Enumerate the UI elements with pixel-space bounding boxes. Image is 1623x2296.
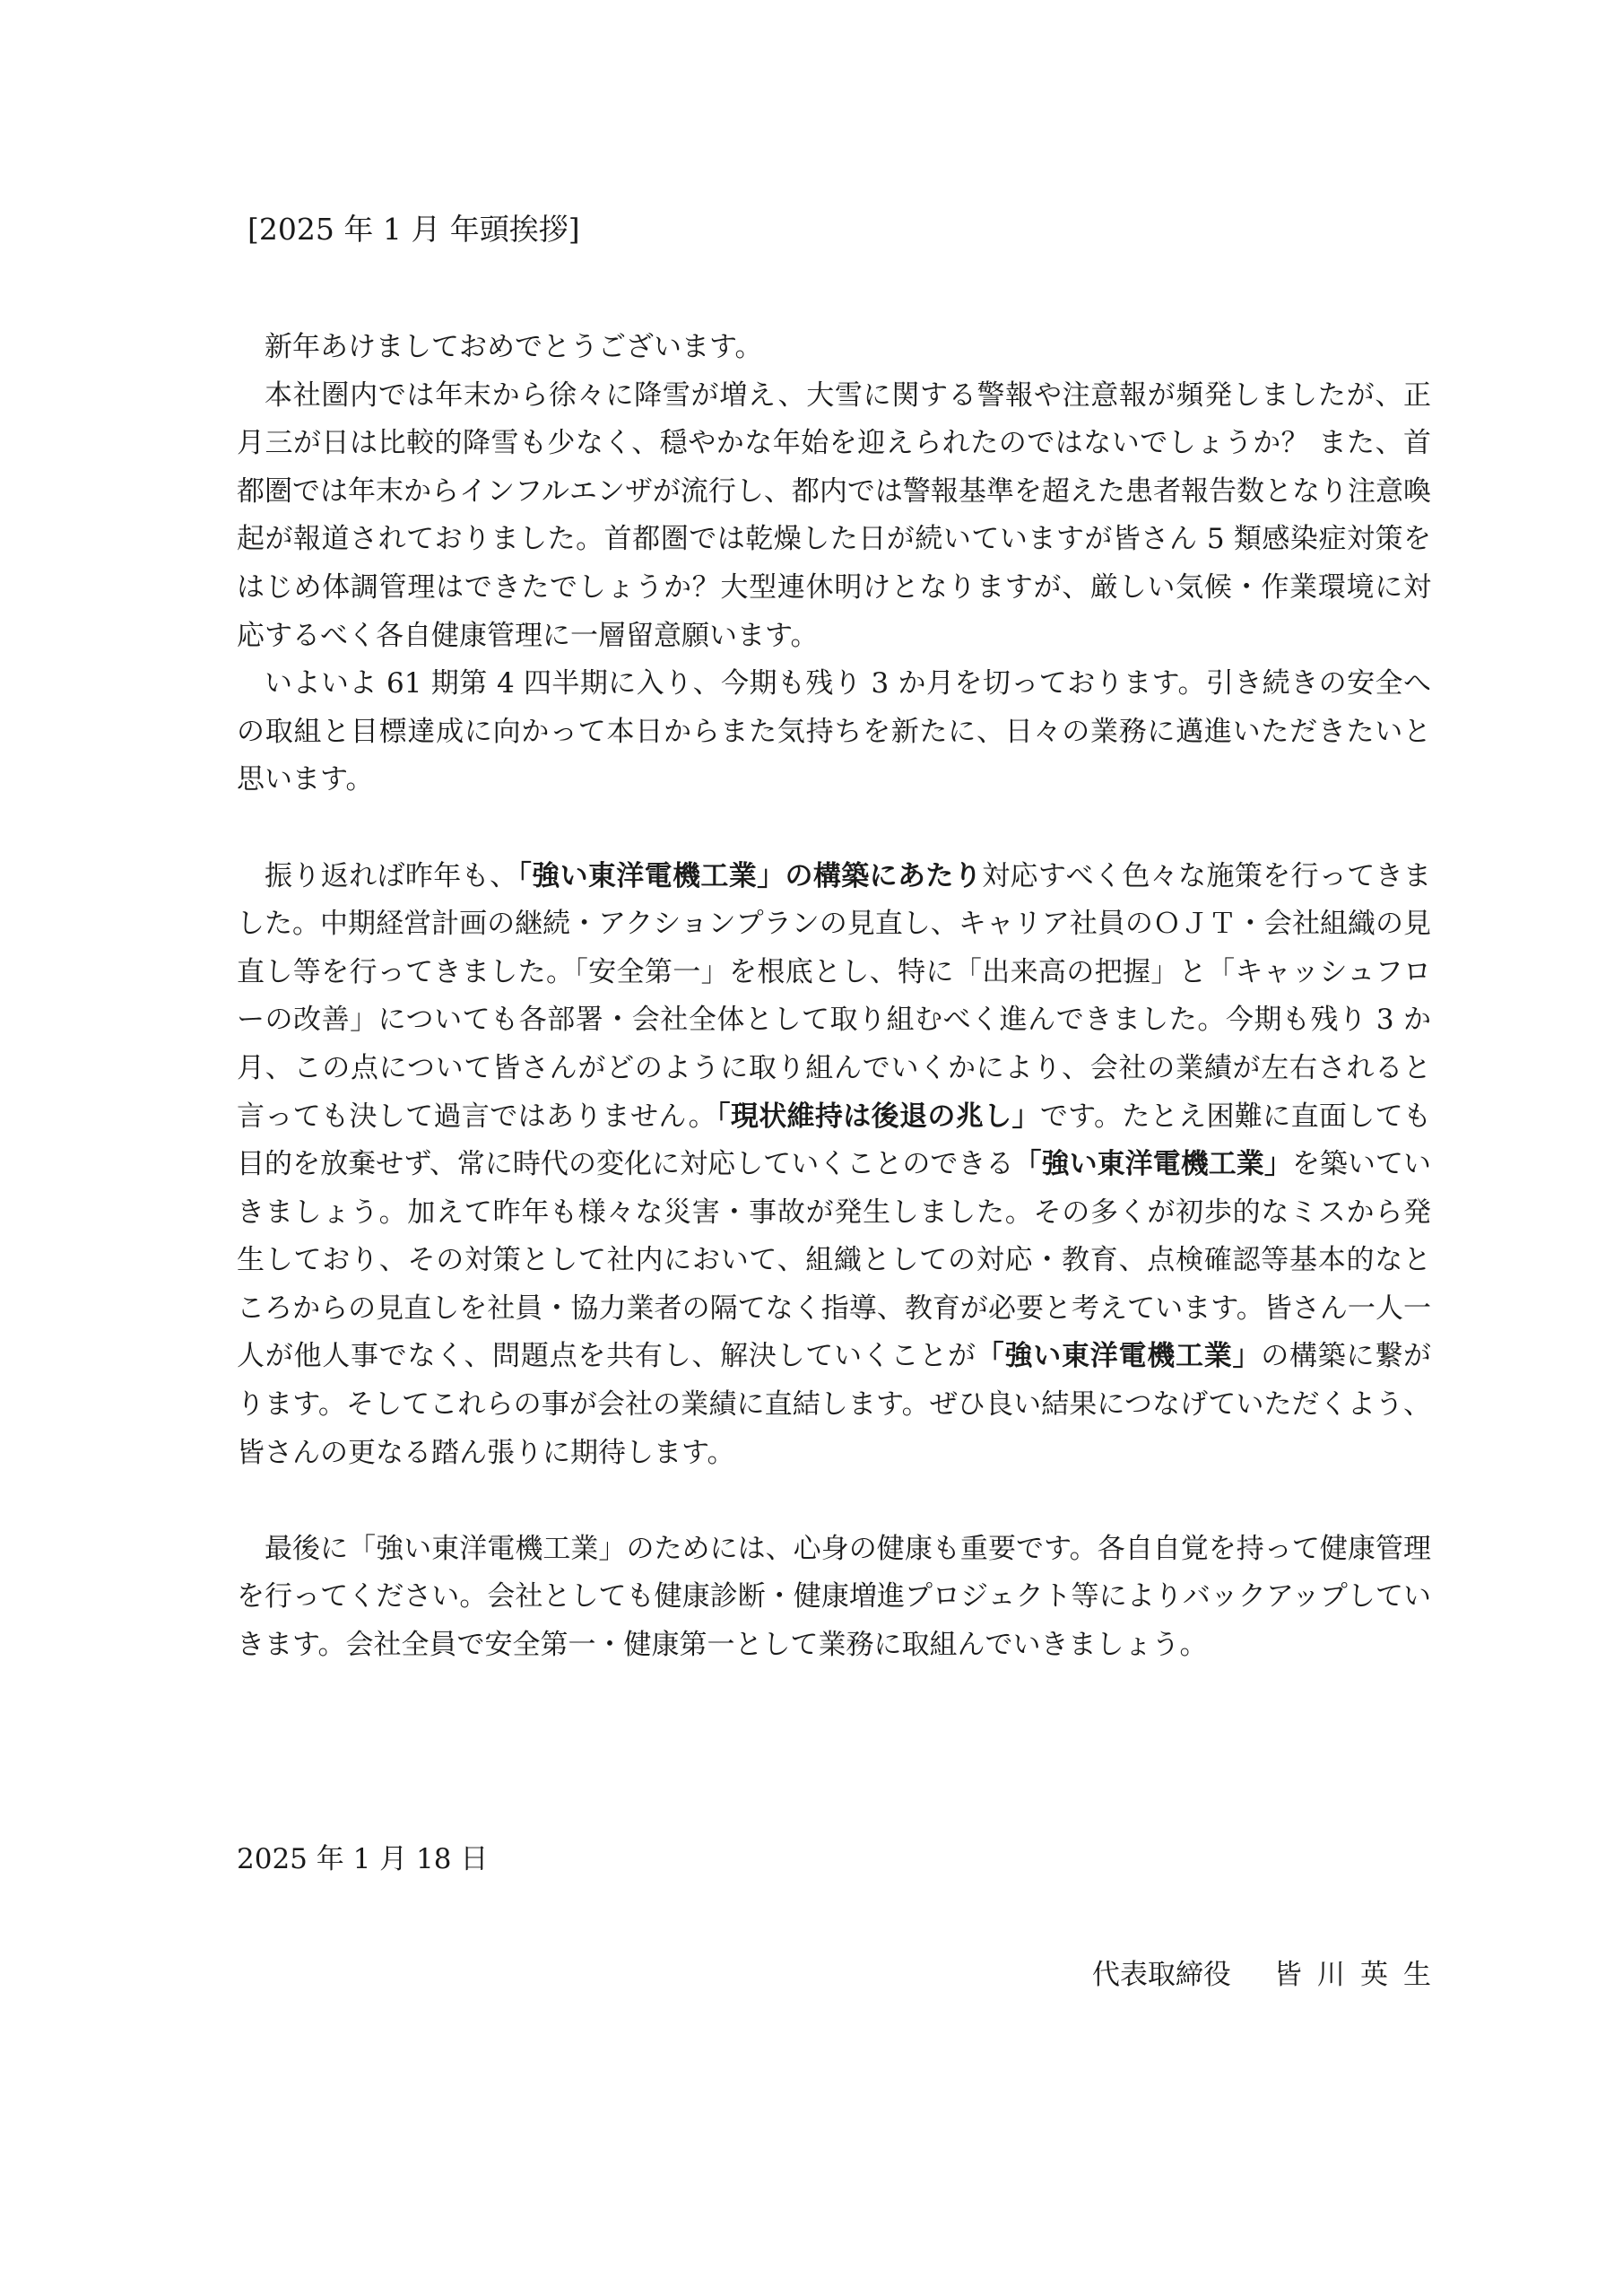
review-emphasis-1: 「強い東洋電機工業」の構築にあたり [517,859,983,892]
review-text-4: を築いていきましょう。加えて昨年も様々な災害・事故が発生しました。その多くが初歩的なミスから発生しており、その対策として社内において、組織としての対応・教育、点検確認等基本的なところからの見直しを社員・協力業者の隔てなく指導、教育が必要と考えています。皆さん一人一人が他人事でなく、問題点を共有し、解決していくことが [237,1148,1431,1373]
review-emphasis-4: 「強い東洋電機工業」 [976,1340,1262,1373]
review-text-5: の構築に繋がります。そしてこれらの事が会社の業績に直結します。ぜひ良い結果につなげていただくよう、皆さんの更なる踏ん張りに期待します。 [237,1340,1431,1469]
paragraph-greeting: 新年あけましておめでとうございます。 [265,331,763,363]
paragraph-weather-health: 本社圏内では年末から徐々に降雪が増え、大雪に関する警報や注意報が頻発しましたが、正月三が日は比較的降雪も少なく、穏やかな年始を迎えられたのではないでしょうか？ また、首都圏では年末からインフルエンザが流行し、都内では警報基準を超えた患者報告数となり注意喚起が報道されておりました。首都圏では乾燥した日が続いていますが皆さん 5 類感染症対策をはじめ体調管理はできたでしょうか？大型連休明けとなりますが、厳しい気候・作業環境に対応するべく各自健康管理に一層留意願います。 [237,378,1431,652]
letter-heading: [2025 年 1 月 年頭挨拶] [247,212,580,247]
paragraph-closing: 最後に「強い東洋電機工業」のためには、心身の健康も重要です。各自自覚を持って健康管理を行ってください。会社としても健康診断・健康増進プロジェクト等によりバックアップしていきます。会社全員で安全第一・健康第一として業務に取組んでいきましょう。 [237,1532,1431,1662]
review-text-1: 振り返れば昨年も、 [265,859,518,892]
paragraph-fourth-quarter: いよいよ 61 期第 4 四半期に入り、今期も残り 3 か月を切っております。引き続きの安全への取組と目標達成に向かって本日からまた気持ちを新たに、日々の業務に邁進いただきたいと思います。 [237,667,1431,796]
letter-body [237,324,1431,1670]
signature-block [1091,1953,1447,1996]
review-text-3: です。たとえ困難に直面しても目的を放棄せず、常に時代の変化に対応していくことのできる [237,1100,1432,1181]
review-emphasis-3: 「強い東洋電機工業」 [1013,1148,1292,1181]
review-text-2: 対応すべく色々な施策を行ってきました。中期経営計画の継続・アクションプランの見直し、キャリア社員のＯＪＴ・会社組織の見直し等を行ってきました。「安全第一」を根底とし、特に「出来高の把握」と「キャッシュフローの改善」についても各部署・会社全体として取り組むべく進んできました。今期も残り 3 か月、この点について皆さんがどのように取り組んでいくかにより、会社の業績が左右されると言っても決して過言ではありません。 [237,859,1432,1133]
letter-date: 2025 年 1 月 18 日 [237,1843,489,1875]
paragraph-review [237,853,1431,1478]
signature-title: 代表取締役 [1091,1959,1231,1991]
signature-name: 皆川英生 [1273,1959,1447,1991]
review-emphasis-2: 「現状維持は後退の兆し」 [716,1100,1040,1133]
